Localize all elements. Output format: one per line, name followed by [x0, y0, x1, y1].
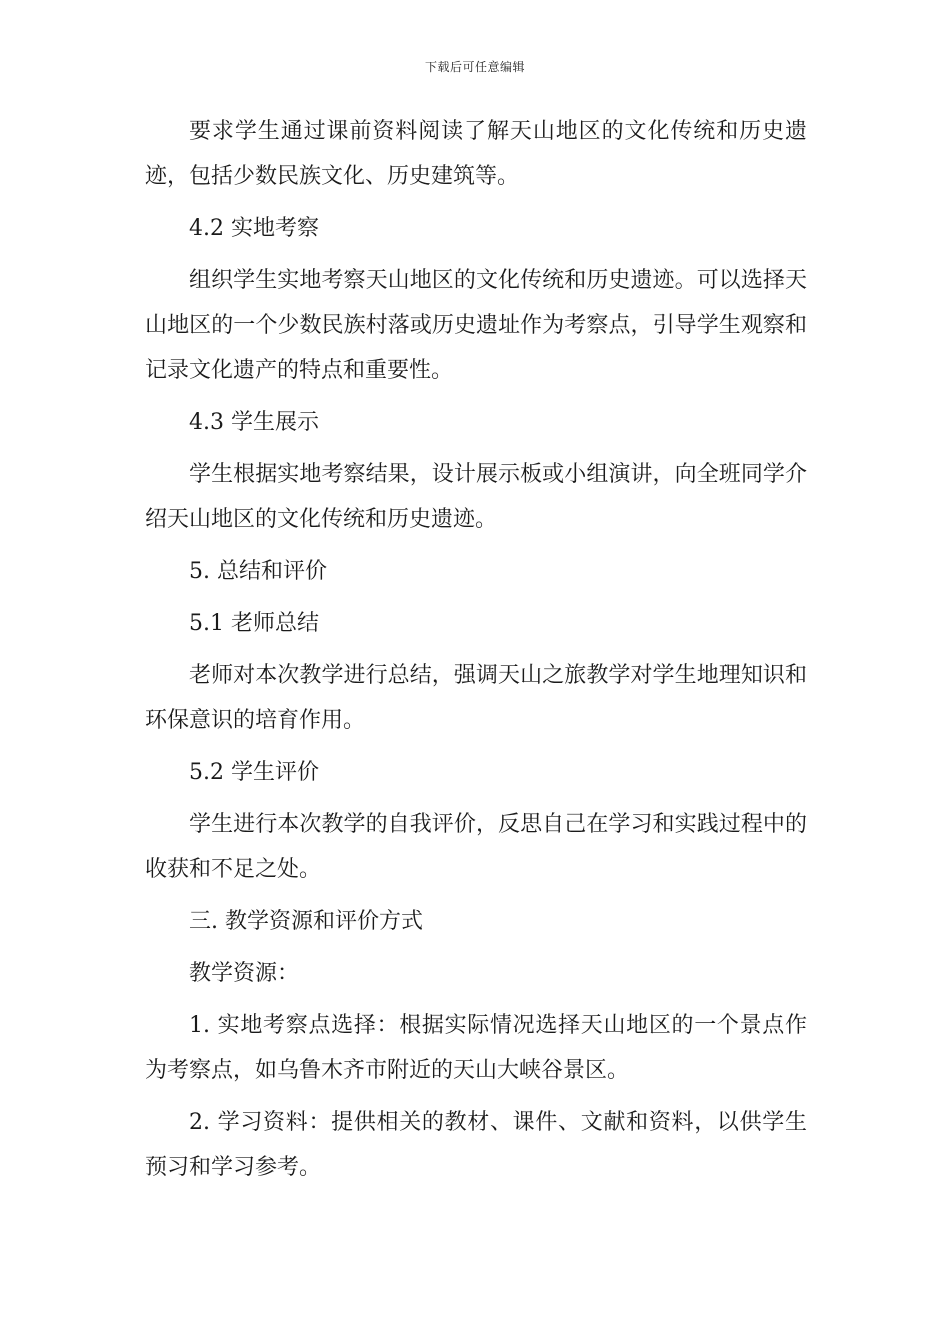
paragraph-student-evaluation: 学生进行本次教学的自我评价，反思自己在学习和实践过程中的收获和不足之处。 — [145, 812, 807, 882]
page-header: 下载后可任意编辑 — [424, 60, 525, 74]
section-heading-3: 三. 教学资源和评价方式 — [189, 909, 423, 934]
section-heading-5-1: 5.1 老师总结 — [189, 611, 319, 636]
paragraph-preview-reading: 要求学生通过课前资料阅读了解天山地区的文化传统和历史遗迹，包括少数民族文化、历史建筑等。 — [145, 119, 807, 189]
subheading-teaching-resources: 教学资源： — [189, 961, 300, 986]
section-heading-4-2: 4.2 实地考察 — [189, 216, 319, 241]
document-body — [145, 109, 807, 1197]
paragraph-student-presentation: 学生根据实地考察结果，设计展示板或小组演讲，向全班同学介绍天山地区的文化传统和历史遗迹。 — [145, 462, 807, 532]
list-item-learning-materials: 2. 学习资料：提供相关的教材、课件、文献和资料，以供学生预习和学习参考。 — [145, 1110, 807, 1180]
paragraph-teacher-summary: 老师对本次教学进行总结，强调天山之旅教学对学生地理知识和环保意识的培育作用。 — [145, 663, 807, 733]
section-heading-5: 5. 总结和评价 — [189, 559, 327, 584]
section-heading-5-2: 5.2 学生评价 — [189, 760, 319, 785]
paragraph-field-trip: 组织学生实地考察天山地区的文化传统和历史遗迹。可以选择天山地区的一个少数民族村落或历史遗址作为考察点，引导学生观察和记录文化遗产的特点和重要性。 — [145, 268, 807, 383]
section-heading-4-3: 4.3 学生展示 — [189, 410, 319, 435]
list-item-site-selection: 1. 实地考察点选择：根据实际情况选择天山地区的一个景点作为考察点，如乌鲁木齐市附近的天山大峡谷景区。 — [145, 1013, 807, 1083]
